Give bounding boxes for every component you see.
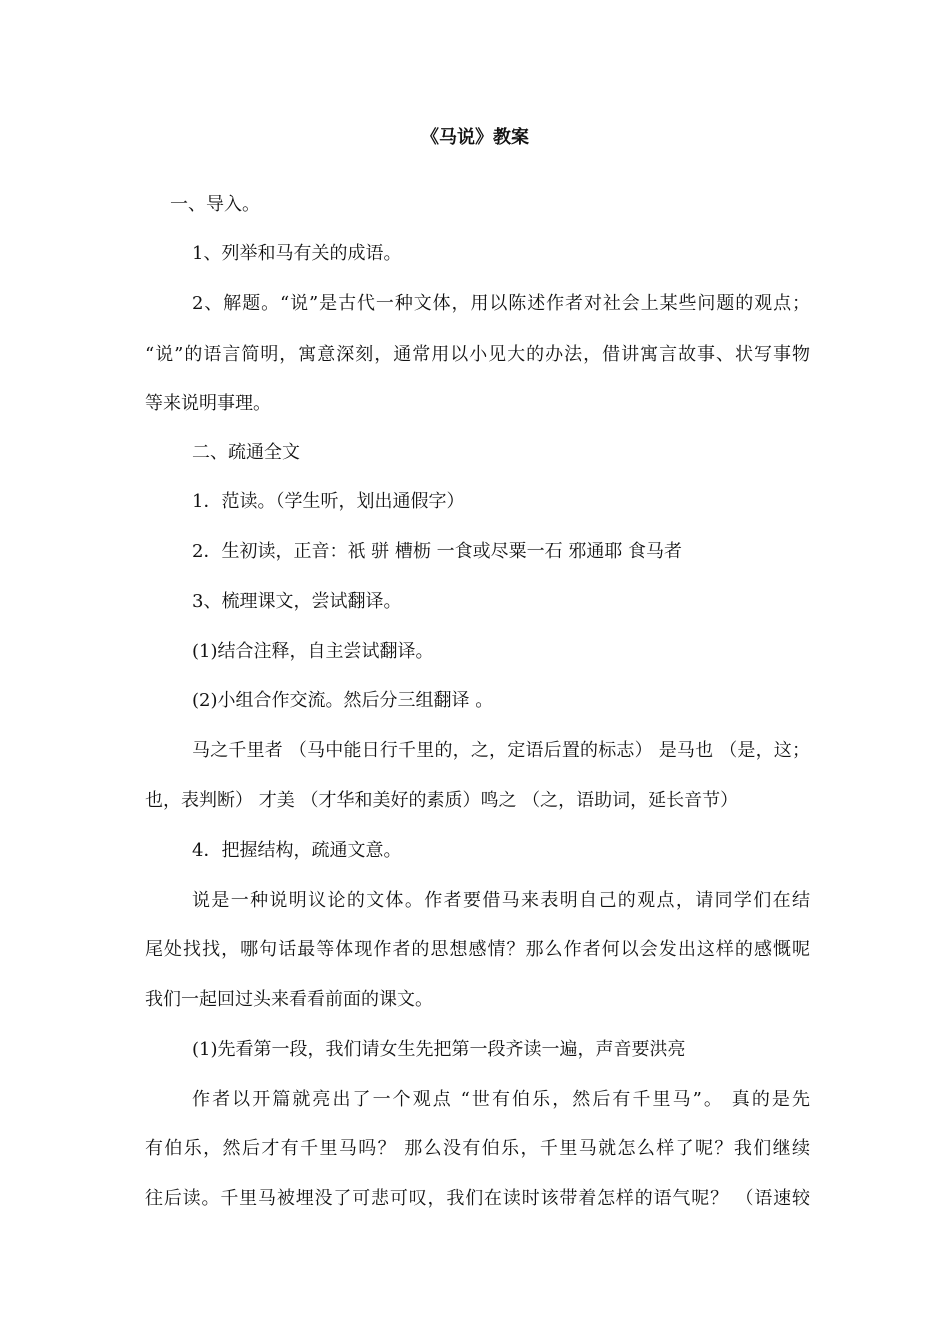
section-heading-text: 二、疏通全文	[192, 442, 300, 463]
paragraph-line: (1)结合注释，自主尝试翻译。	[192, 641, 434, 662]
paragraph-line: (2)小组合作交流。然后分三组翻译 。	[192, 690, 494, 711]
paragraph-line: 往后读。千里马被埋没了可悲可叹，我们在读时该带着怎样的语气呢？ （语速较	[145, 1188, 810, 1209]
paragraph-line: 2、解题。“说”是古代一种文体，用以陈述作者对社会上某些问题的观点；	[192, 293, 810, 314]
paragraph-line: 1．范读。（学生听，划出通假字）	[192, 491, 465, 512]
paragraph-line: “说”的语言简明，寓意深刻，通常用以小见大的办法，借讲寓言故事、状写事物	[145, 344, 810, 365]
paragraph-line: 2．生初读，正音：祇 骈 槽枥 一食或尽粟一石 邪通耶 食马者	[192, 541, 683, 562]
paragraph-line: 等来说明事理。	[145, 393, 271, 414]
paragraph-line: 1、列举和马有关的成语。	[192, 243, 402, 264]
paragraph-line: 4．把握结构，疏通文意。	[192, 840, 402, 861]
paragraph-line: (1)先看第一段，我们请女生先把第一段齐读一遍，声音要洪亮	[192, 1039, 686, 1060]
section-heading-intro: 一、导入。	[170, 194, 260, 215]
paragraph-line: 尾处找找，哪句话最等体现作者的思想感情？那么作者何以会发出这样的感慨呢	[145, 939, 810, 960]
paragraph-line: 有伯乐，然后才有千里马吗？ 那么没有伯乐，千里马就怎么样了呢？我们继续	[145, 1138, 810, 1159]
document-title: 《马说》教案	[421, 127, 529, 148]
paragraph-line: 3、梳理课文，尝试翻译。	[192, 591, 402, 612]
paragraph-line: 说是一种说明议论的文体。作者要借马来表明自己的观点，请同学们在结	[192, 890, 810, 911]
paragraph-line: 我们一起回过头来看看前面的课文。	[145, 989, 433, 1010]
paragraph-line: 也，表判断） 才美 （才华和美好的素质）鸣之 （之，语助词，延长音节）	[145, 790, 739, 811]
paragraph-line: 马之千里者 （马中能日行千里的，之，定语后置的标志） 是马也 （是，这；	[192, 740, 810, 761]
paragraph-line: 作者以开篇就亮出了一个观点 “世有伯乐，然后有千里马”。 真的是先	[192, 1089, 810, 1110]
